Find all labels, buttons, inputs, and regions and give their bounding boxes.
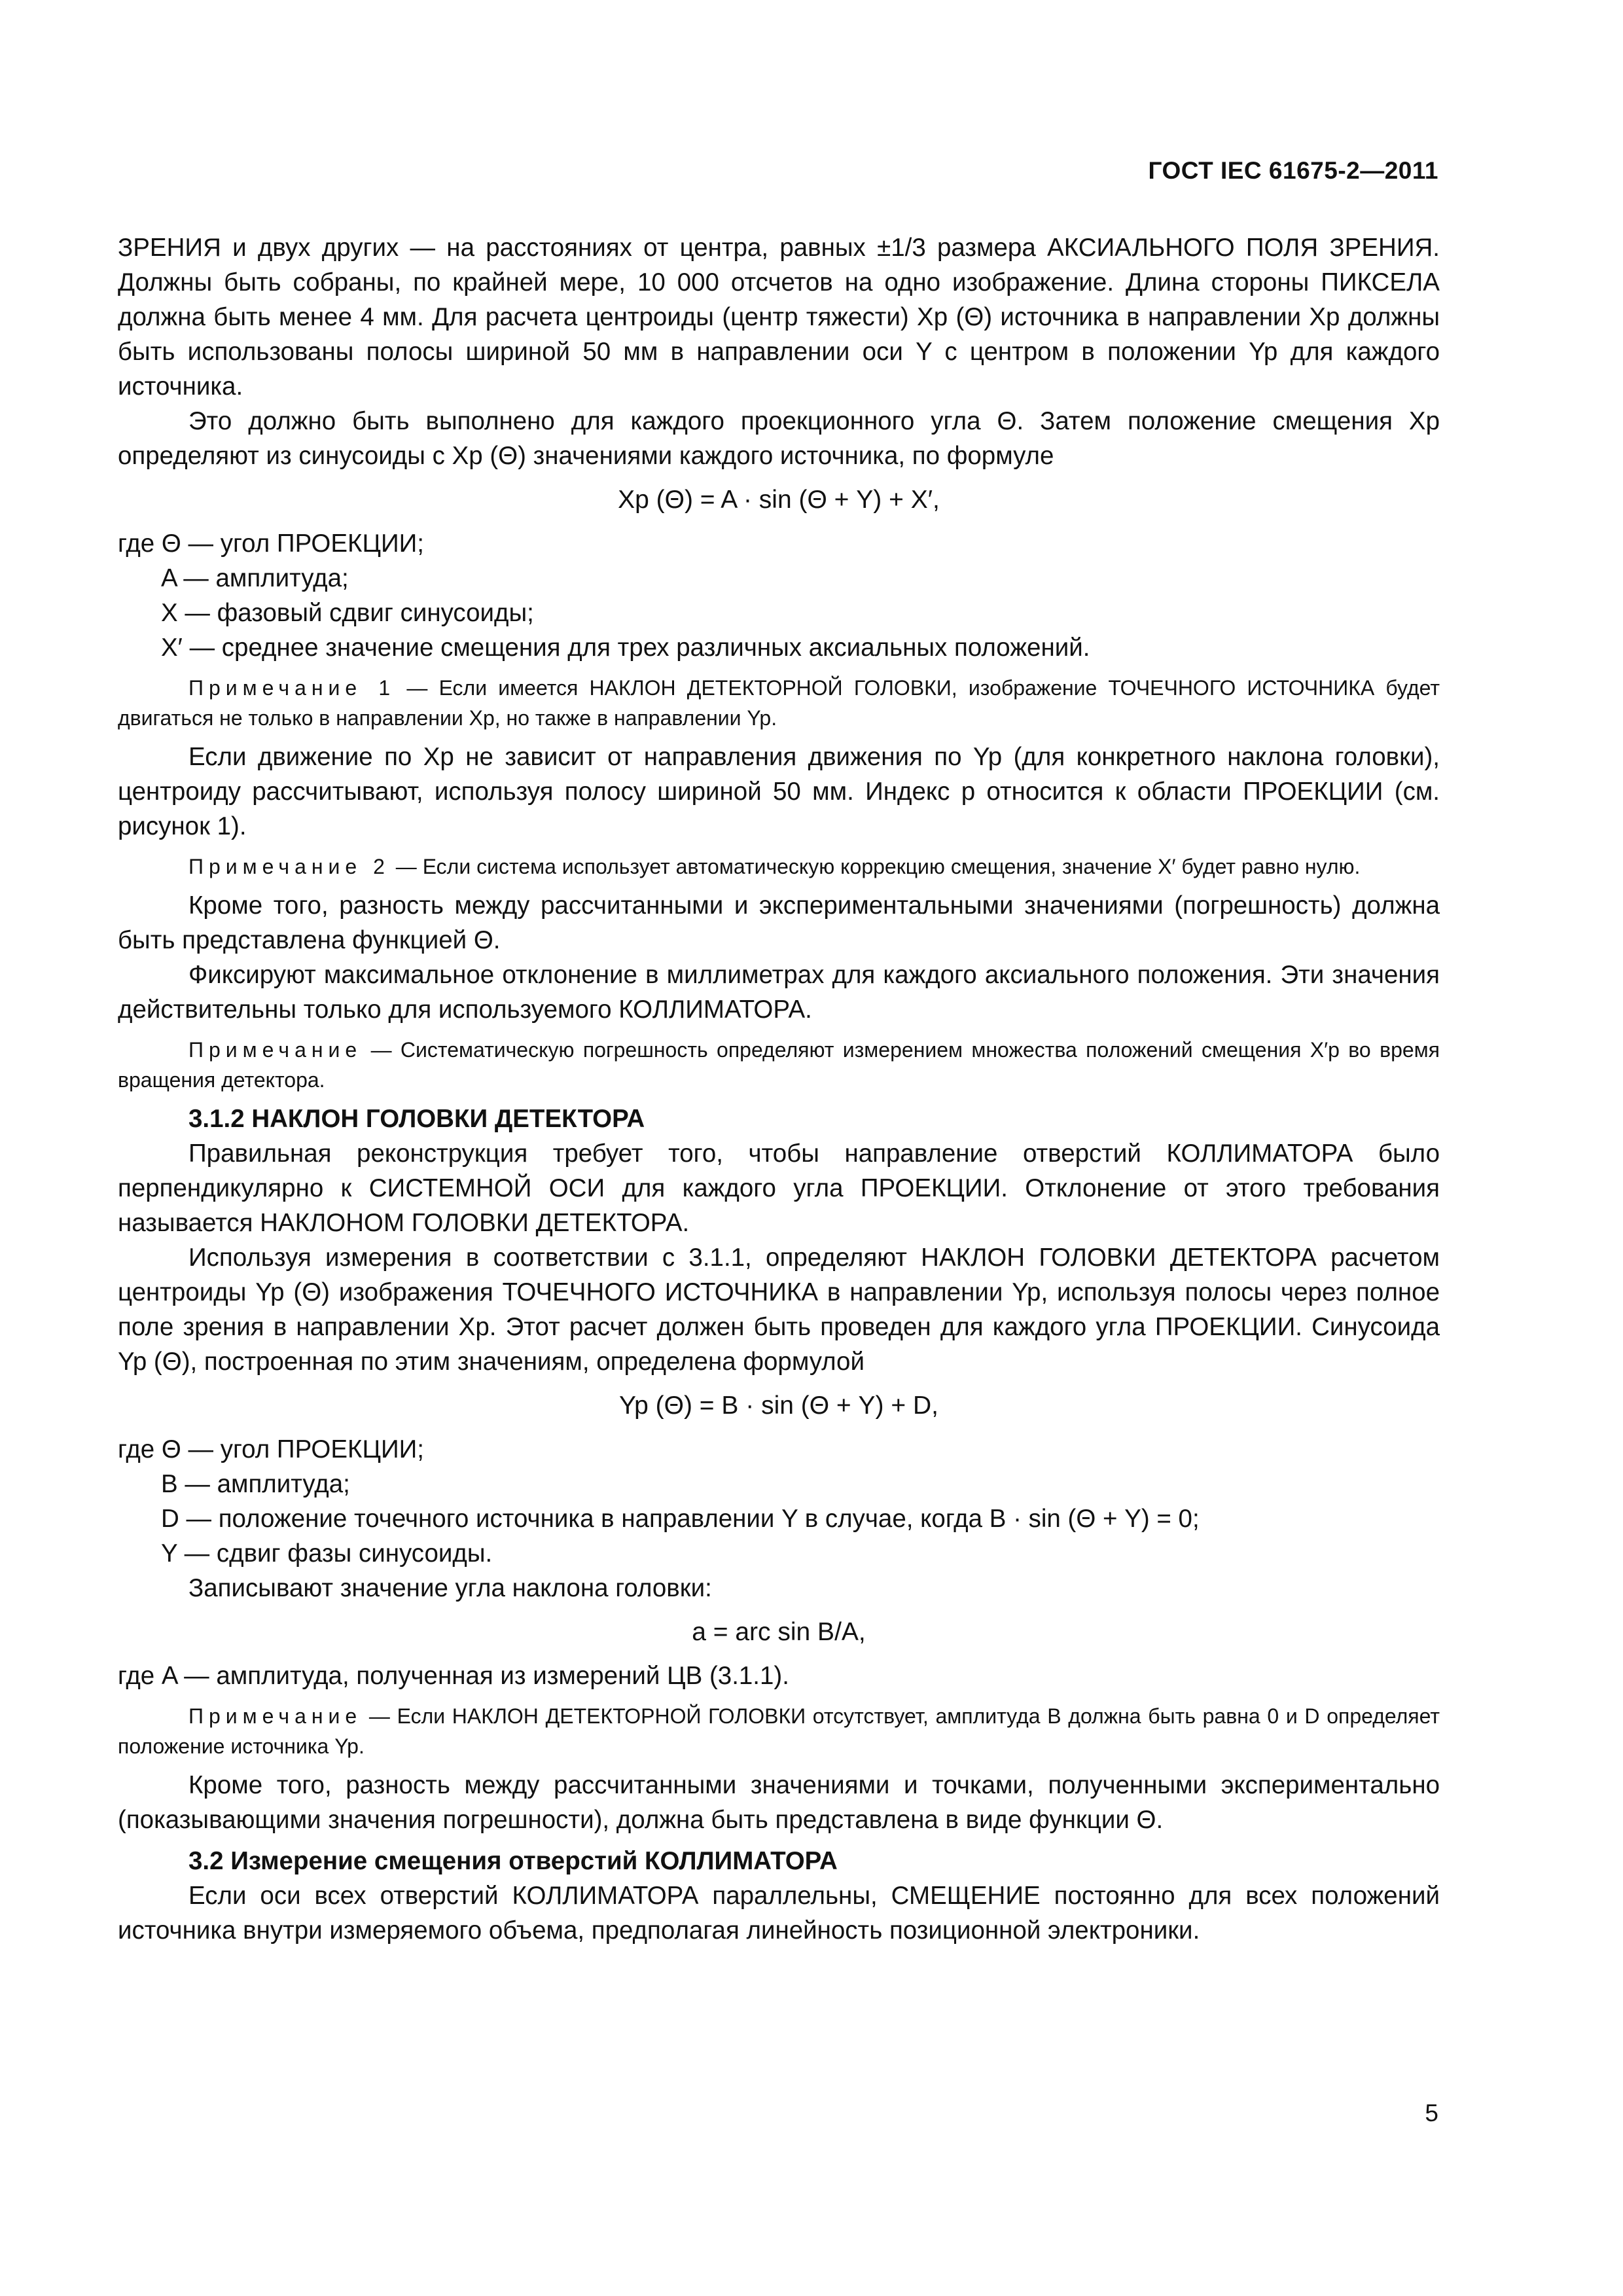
definition-line: D — положение точечного источника в направлении Y в случае, когда B · sin (Θ + Y) = 0; (161, 1505, 1200, 1533)
definition-line: Y — сдвиг фазы синусоиды. (161, 1539, 493, 1568)
formula: Yp (Θ) = B · sin (Θ + Y) + D, (619, 1391, 938, 1420)
paragraph: Если оси всех отверстий КОЛЛИМАТОРА параллельны, СМЕЩЕНИЕ постоянно для всех положений источника внутри измеряемого объема, предполагая линейность позиционной электроники. (118, 1882, 1440, 1945)
note-text: — Если имеется НАКЛОН ДЕТЕКТОРНОЙ ГОЛОВКИ, изображение ТОЧЕЧНОГО ИСТОЧНИКА будет двигаться не только в направлении Xp, но также в направлении Yp. (118, 676, 1440, 730)
formula: Xp (Θ) = A · sin (Θ + Y) + X′, (618, 486, 940, 514)
note-label: Примечание 2 (188, 855, 390, 878)
paragraph: Кроме того, разность между рассчитанными значениями и точками, полученными экспериментально (показывающими значения погрешности), должна быть представлена в виде функции Θ. (118, 1771, 1440, 1834)
note-label: Примечание (188, 1704, 363, 1728)
definition-line: где A — амплитуда, полученная из измерений ЦВ (3.1.1). (118, 1662, 789, 1690)
note (118, 673, 1440, 733)
page-number: 5 (1425, 2100, 1438, 2126)
section-heading: 3.2 Измерение смещения отверстий КОЛЛИМАТОРА (188, 1847, 838, 1875)
note (118, 1035, 1440, 1095)
note-text: — Систематическую погрешность определяют измерением множества положений смещения X′p во время вращения детектора. (118, 1038, 1440, 1092)
note-label: Примечание (188, 1038, 363, 1062)
document-body (118, 230, 1440, 1948)
definition-line: A — амплитуда; (161, 564, 349, 592)
note (118, 852, 1440, 882)
note-text: — Если НАКЛОН ДЕТЕКТОРНОЙ ГОЛОВКИ отсутствует, амплитуда B должна быть равна 0 и D определяет положение источника Yp. (118, 1704, 1440, 1758)
definition-line: X — фазовый сдвиг синусоиды; (161, 599, 534, 627)
paragraph: Записывают значение угла наклона головки: (188, 1574, 712, 1602)
paragraph: Кроме того, разность между рассчитанными и экспериментальными значениями (погрешность) должна быть представлена функцией Θ. (118, 891, 1440, 954)
paragraph: Фиксируют максимальное отклонение в миллиметрах для каждого аксиального положения. Эти значения действительны только для используемого КОЛЛИМАТОРА. (118, 961, 1440, 1024)
note-text: — Если система использует автоматическую коррекцию смещения, значение X′ будет равно нулю. (395, 855, 1361, 878)
definition-line: где Θ — угол ПРОЕКЦИИ; (118, 529, 424, 558)
note-label: Примечание 1 (188, 676, 396, 700)
paragraph: ЗРЕНИЯ и двух других — на расстояниях от центра, равных ±1/3 размера АКСИАЛЬНОГО ПОЛЯ ЗРЕНИЯ. Должны быть собраны, по крайней мере, 10 000 отсчетов на одно изображение. Длина стороны ПИКСЕЛА должна быть менее 4 мм. Для расчета центроиды (центр тяжести) Xp (Θ) источника в направлении Xp должны быть использованы полосы шириной 50 мм в направлении оси Y с центром в положении Yp для каждого источника. (118, 234, 1440, 401)
definition-line: где Θ — угол ПРОЕКЦИИ; (118, 1435, 424, 1463)
definition-line: X′ — среднее значение смещения для трех различных аксиальных положений. (161, 634, 1090, 662)
paragraph: Правильная реконструкция требует того, чтобы направление отверстий КОЛЛИМАТОРА было перпендикулярно к СИСТЕМНОЙ ОСИ для каждого угла ПРОЕКЦИИ. Отклонение от этого требования называется НАКЛОНОМ ГОЛОВКИ ДЕТЕКТОРА. (118, 1139, 1440, 1237)
definition-line: B — амплитуда; (161, 1470, 350, 1498)
note (118, 1701, 1440, 1761)
paragraph: Это должно быть выполнено для каждого проекционного угла Θ. Затем положение смещения Xp определяют из синусоиды с Xp (Θ) значениями каждого источника, по формуле (118, 407, 1440, 470)
section-heading: 3.1.2 НАКЛОН ГОЛОВКИ ДЕТЕКТОРА (188, 1105, 645, 1133)
document-header: ГОСТ IEC 61675-2—2011 (1148, 157, 1438, 184)
formula: a = arc sin B/A, (692, 1618, 866, 1646)
paragraph: Используя измерения в соответствии с 3.1.1, определяют НАКЛОН ГОЛОВКИ ДЕТЕКТОРА расчетом центроиды Yp (Θ) изображения ТОЧЕЧНОГО ИСТОЧНИКА в направлении Yp, используя полосы через полное поле зрения в направлении Xp. Этот расчет должен быть проведен для каждого угла ПРОЕКЦИИ. Синусоида Yp (Θ), построенная по этим значениям, определена формулой (118, 1244, 1440, 1376)
paragraph: Если движение по Xp не зависит от направления движения по Yp (для конкретного наклона головки), центроиду рассчитывают, используя полосу шириной 50 мм. Индекс p относится к области ПРОЕКЦИИ (см. рисунок 1). (118, 743, 1440, 840)
